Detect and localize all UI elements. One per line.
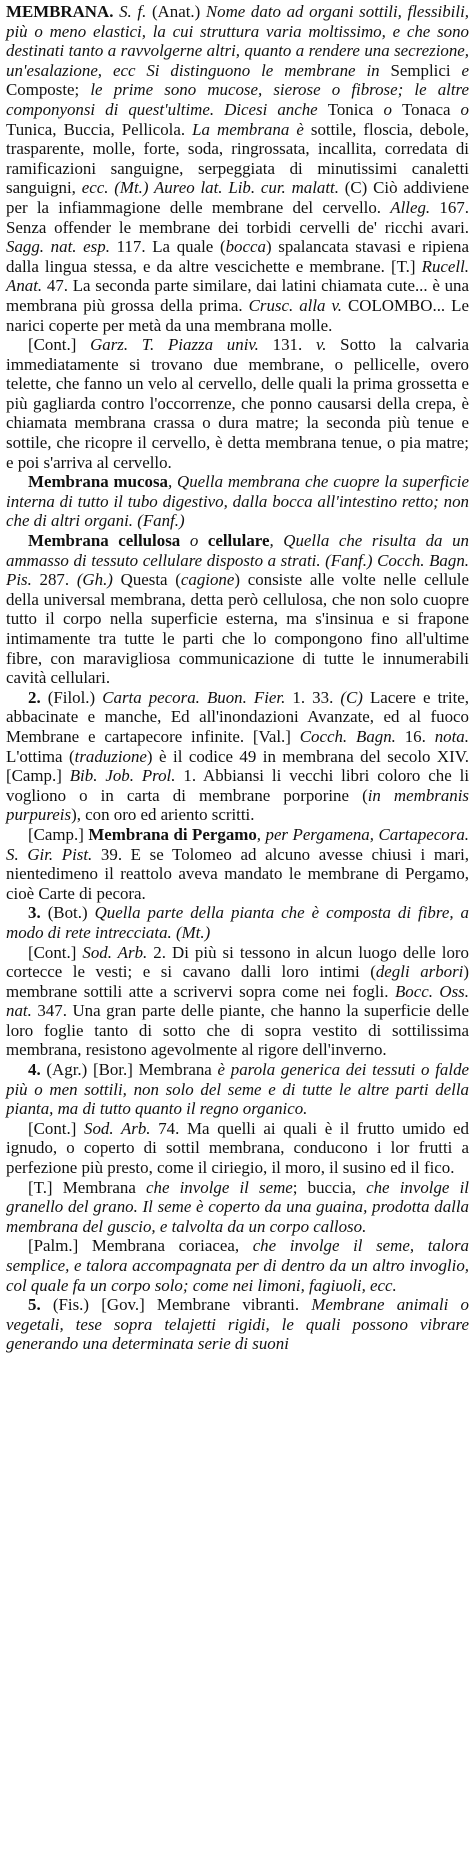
text-run: che involge il granello del grano. Il seme è coperto da una guaina, prodotta dalla membrana del guscio, e talvolta da un corpo calloso. bbox=[6, 1177, 469, 1236]
text-run: [Camp.] bbox=[28, 824, 89, 844]
text-run: Sod. Arb. bbox=[84, 1118, 151, 1138]
text-run: L'ottima ( bbox=[6, 746, 75, 766]
text-run: Sod. Arb. bbox=[82, 942, 148, 962]
text-run: Composte; bbox=[6, 80, 91, 100]
text-run: ) consiste alle volte nelle cellule della universal membrana, detta però cellulosa, che non solo cuopre tutto il corpo nella superficie esterna, ma s'insinua e si frapone intimamente tra tutte le parti che lo compongono fino all'ultime fibre, con maravigliosa communicazione di tutte le innumerabili cavità cellulari. bbox=[6, 570, 469, 688]
text-run: S. f. bbox=[113, 2, 152, 21]
text-run: Membrane animali o vegetali, tese sopra telajetti rigidi, le quali possono vibrare generando una determinata serie di suoni bbox=[6, 1295, 469, 1354]
text-run: Semplici bbox=[390, 60, 462, 80]
entry-paragraph-fis bbox=[6, 1295, 469, 1354]
text-run: [T.] Membrana bbox=[28, 1177, 147, 1197]
text-run: ) è il codice 49 in membrana del secolo XIV. [Camp.] bbox=[6, 746, 470, 786]
entry-paragraph-cont-sod-arb-74 bbox=[6, 1119, 469, 1178]
text-run: MEMBRANA. bbox=[6, 2, 114, 21]
text-run: o bbox=[460, 99, 469, 119]
text-run: e bbox=[461, 60, 469, 80]
text-run: , per Pergamena, Cartapecora. S. Gir. Pist. bbox=[6, 824, 469, 864]
text-run: le prime sono mucose, sierose o fibrose; le altre componyonsi di quest'ultime. Dicesi anche bbox=[6, 80, 470, 119]
text-run: (C) Ciò addiviene per la infiammagione delle membrane del cervello. bbox=[6, 178, 469, 217]
text-run: ; buccia, bbox=[292, 1177, 367, 1197]
text-run: v. bbox=[315, 335, 327, 355]
text-run: (Agr.) [Bor.] Membrana bbox=[46, 1060, 218, 1080]
text-run: Sotto la calvaria immediatamente si trovano due membrane, o pellicelle, overo telette, che fanno un velo al cervello, delle quali la prima grossetta e più gagliarda contro l'occorrenze, che ponno causarsi della crepa, è chiamata membrana crassa o dura matre; la seconda più tenue e sottile, che ricopre il cervello, è detta membrana tenue, o pia matre; e poi s'arriva al cervello. bbox=[6, 335, 470, 472]
text-run: ), con oro ed ariento scritti. bbox=[71, 805, 255, 825]
text-run: o bbox=[383, 99, 402, 119]
text-run: Tonica bbox=[327, 99, 384, 119]
text-run: (Bot.) bbox=[47, 903, 95, 923]
text-run: ) spalancata stavasi e ripiena dalla lingua stessa, e da altre vescichette e membrane. [T.] bbox=[6, 237, 470, 276]
text-run: Bib. Job. Prol. bbox=[69, 766, 176, 786]
text-run: ecc. (Mt.) Aureo lat. Lib. cur. malatt. bbox=[81, 178, 339, 198]
entry-paragraph-involge-il-seme bbox=[6, 1178, 469, 1237]
text-run: Rucell. Anat. bbox=[6, 256, 469, 296]
text-run: che involge il seme, talora semplice, e talora accompagnata per di dentro da un altro invoglio, col quale fa un corpo solo; come nei limoni, fagiuoli, ecc. bbox=[6, 1236, 469, 1295]
text-run: [Cont.] bbox=[28, 335, 91, 355]
text-run: 1. 33. bbox=[285, 687, 341, 707]
text-run: o bbox=[180, 531, 208, 551]
text-run: Tunica, Buccia, Pellicola. bbox=[6, 119, 193, 139]
text-run: Sagg. nat. esp. bbox=[6, 237, 110, 257]
text-run: 1. Abbiansi li vecchi libri coloro che li vogliono o in carta di membrane porporine ( bbox=[6, 766, 470, 805]
text-run: è parola generica dei tessuti o falde più o men sottili, non solo del seme e di tutte le altre parti della pianta, ma di tutto quanto il regno organico. bbox=[6, 1060, 470, 1119]
text-run: Membrana mucosa bbox=[28, 472, 168, 492]
text-run: Garz. T. Piazza univ. bbox=[90, 335, 259, 355]
text-run: sottile, floscia, debole, trasparente, molle, forte, soda, ringrossata, incallita, corredata di ramificazioni sanguigne, serpeggiata di minutissimi canaletti sanguigni, bbox=[6, 119, 469, 198]
entry-paragraph-agr bbox=[6, 1060, 469, 1119]
text-run: (C) bbox=[340, 687, 363, 707]
text-run: cagione bbox=[180, 570, 235, 590]
text-run: bocca bbox=[225, 237, 266, 257]
text-run: Bocc. Oss. nat. bbox=[6, 981, 469, 1021]
text-run: (Anat.) bbox=[151, 2, 206, 21]
text-run: in membranis purpureis bbox=[6, 785, 470, 825]
text-run: La membrana è bbox=[192, 119, 311, 139]
text-run: 16. bbox=[395, 726, 435, 746]
text-run: (Gh.) bbox=[76, 570, 113, 590]
text-run: cellulare bbox=[207, 531, 270, 551]
text-run: 167. Senza offender le membrane dei torbidi cervelli de' ricchi avari. bbox=[6, 197, 469, 237]
text-run: nota. bbox=[434, 726, 469, 746]
entry-paragraph-cont-sod-arb-2 bbox=[6, 943, 469, 1061]
text-run: Carta pecora. Buon. Fier. bbox=[102, 687, 286, 707]
entry-paragraph-filol bbox=[6, 688, 469, 825]
text-run: degli arbori bbox=[375, 962, 464, 982]
text-run: , Quella che risulta da un ammasso di tessuto cellulare disposto a strati. (Fanf.) Cocch. Bagn. Pis. bbox=[6, 531, 469, 590]
text-run: (Filol.) bbox=[47, 687, 103, 707]
text-run: 2. Di più si tessono in alcun luogo delle loro cortecce le vesti; e si cavano dalli loro intimi ( bbox=[6, 942, 469, 982]
text-run: Alleg. bbox=[390, 197, 431, 217]
text-run: 4. bbox=[28, 1060, 47, 1080]
entry-paragraph-membrana-di-pergamo bbox=[6, 825, 469, 903]
text-run: Questa ( bbox=[112, 570, 181, 590]
text-run: [Cont.] bbox=[28, 942, 83, 962]
text-run: 47. La seconda parte similare, dai latini chiamata cute... è una membrana più grossa della prima. bbox=[6, 276, 469, 315]
text-run: Membrana cellulosa bbox=[28, 531, 181, 551]
entry-paragraph-bot bbox=[6, 903, 469, 942]
text-run: 5. bbox=[28, 1295, 53, 1315]
entry-paragraph-cont-garz bbox=[6, 335, 469, 472]
text-run: Tonaca bbox=[401, 99, 461, 119]
text-run: 2. bbox=[28, 687, 48, 707]
entry-paragraph-membrana bbox=[6, 2, 469, 335]
entry-paragraph-membrana-coriacea bbox=[6, 1236, 469, 1295]
text-run: 39. E se Tolomeo ad alcuno avesse chiusi i mari, nientedimeno il reattolo aveva mandato le membrane di Pergamo, cioè Carte di pecora. bbox=[6, 844, 469, 903]
text-run: che involge il seme bbox=[146, 1177, 293, 1197]
text-run: 287. bbox=[31, 570, 77, 590]
text-run: COLOMBO... Le narici coperte per metà da una membrana molle. bbox=[6, 295, 470, 335]
text-run: Crusc. alla v. bbox=[248, 295, 342, 315]
text-run: (Fis.) [Gov.] Membrane vibranti. bbox=[52, 1295, 312, 1315]
text-run: , Quella membrana che cuopre la superficie interna di tutto il tubo digestivo, dalla bocca all'intestino retto; non che di altri organi. (Fanf.) bbox=[6, 472, 469, 531]
text-run: ) membrane sottili atte a scrivervi sopra come nei fogli. bbox=[6, 962, 469, 1001]
text-run: 347. Una gran parte delle piante, che hanno la superficie delle loro foglie tanto di sotto che di sopra vestito di sottilissima membrana, resistono agevolmente al rigore dell'inverno. bbox=[6, 1001, 469, 1060]
text-run: 131. bbox=[258, 335, 316, 355]
text-run: Cocch. Bagn. bbox=[299, 726, 396, 746]
text-run: [Palm.] Membrana coriacea, bbox=[28, 1236, 253, 1256]
text-run: Quella parte della pianta che è composta di fibre, a modo di rete intrecciata. (Mt.) bbox=[6, 903, 469, 942]
text-run: Membrana di Pergamo bbox=[88, 824, 257, 844]
text-run: Nome dato ad organi sottili, flessibili, più o meno elastici, la cui struttura varia moltissimo, e che sono destinati tanto a ravvolgerne altri, quanto a rendere una secrezione, un'esalazione, ecc Si distinguono le membrane in bbox=[6, 2, 469, 80]
text-run: 74. Ma quelli ai quali è il frutto umido ed ignudo, o coperto di sottil membrana, conducono i lor frutti a perfezione più presto, come il ciriegio, il moro, il susino ed il fico. bbox=[6, 1118, 469, 1178]
text-run: 117. La quale ( bbox=[109, 237, 226, 257]
entry-paragraph-membrana-cellulosa bbox=[6, 531, 469, 688]
entry-paragraph-membrana-mucosa bbox=[6, 472, 469, 531]
text-run: [Cont.] bbox=[28, 1118, 85, 1138]
text-run: Lacere e trite, abbacinate e manche, Ed all'inondazioni Avanzate, ed al fuoco Membrane e cartapecore infinite. [Val.] bbox=[6, 687, 469, 746]
text-run: 3. bbox=[28, 903, 48, 923]
text-run: traduzione bbox=[74, 746, 147, 766]
